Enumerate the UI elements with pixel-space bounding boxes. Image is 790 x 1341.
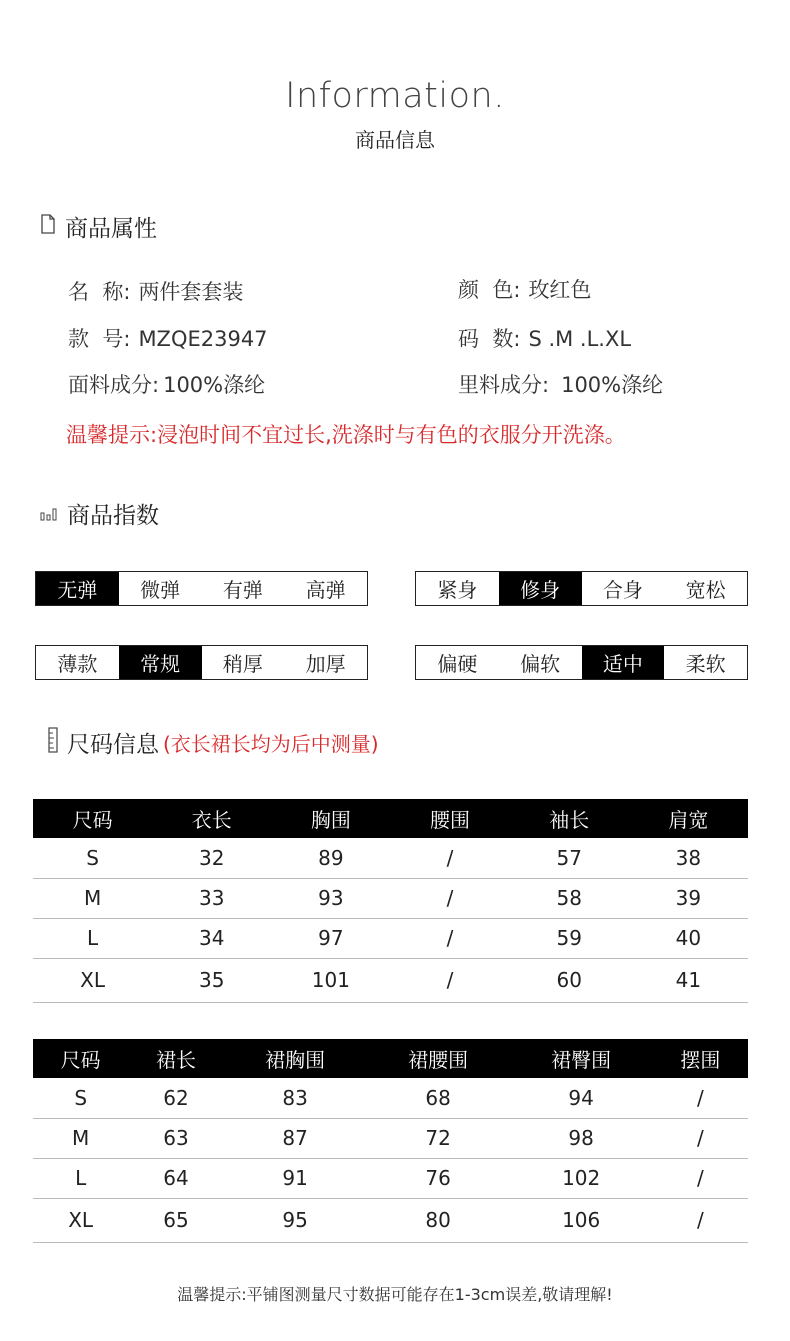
table-cell: M [33,1118,128,1158]
fit-option: 紧身 [437,578,478,602]
column-header: 袖长 [510,799,629,838]
attr-name: 名 称: 两件套套装 [68,280,244,304]
table-cell: / [653,1158,748,1198]
fit-option: 合身 [602,578,643,602]
table-row [33,878,748,918]
elasticity-option: 高弹 [305,578,346,602]
thickness-option: 薄款 [57,652,98,676]
table-cell: 35 [152,958,271,1002]
table-cell: M [33,878,152,918]
thickness-option: 常规 [119,646,202,679]
table-cell: 38 [629,838,748,878]
footer-note: 温馨提示:平铺图测量尺寸数据可能存在1-3cm误差,敬请理解! [177,1285,613,1304]
table-cell: 80 [367,1198,510,1242]
table-cell: XL [33,1198,128,1242]
table-cell: 41 [629,958,748,1002]
table-cell: XL [33,958,152,1002]
top-size-table [33,799,748,1003]
softness-scale [415,645,748,680]
table-row [33,1158,748,1198]
fit-option: 宽松 [685,578,726,602]
column-header: 裙胸围 [224,1039,367,1078]
softness-option: 适中 [582,646,665,679]
fit-scale [415,571,748,606]
table-cell: / [653,1118,748,1158]
document-icon [40,214,56,240]
attr-lining: 里料成分: 100%涤纶 [458,373,664,397]
index-heading [40,497,159,530]
thickness-option: 加厚 [305,652,346,676]
attributes-heading [40,210,157,243]
table-cell: 34 [152,918,271,958]
page-title-cn: 商品信息 [355,128,435,152]
elasticity-option: 微弹 [140,578,181,602]
table-row [33,958,748,1002]
table-cell: 76 [367,1158,510,1198]
fit-option: 修身 [499,572,582,605]
table-cell: 60 [510,958,629,1002]
size-heading-note: (衣长裙长均为后中测量) [163,732,379,756]
table-cell: 59 [510,918,629,958]
table-cell: 32 [152,838,271,878]
thickness-scale [35,645,368,680]
attr-color: 颜 色: 玫红色 [458,278,592,302]
table-cell: 57 [510,838,629,878]
table-cell: 94 [510,1078,653,1118]
attr-style-no: 款 号: MZQE23947 [68,327,268,351]
table-row [33,918,748,958]
table-cell: S [33,1078,128,1118]
index-heading-label: 商品指数 [67,503,159,529]
table-cell: 40 [629,918,748,958]
table-cell: / [390,958,509,1002]
table-row [33,1198,748,1242]
column-header: 肩宽 [629,799,748,838]
column-header: 腰围 [390,799,509,838]
table-cell: 39 [629,878,748,918]
softness-option: 偏硬 [437,652,478,676]
skirt-size-table [33,1039,748,1243]
table-cell: 101 [271,958,390,1002]
table-cell: L [33,1158,128,1198]
table-cell: 93 [271,878,390,918]
size-heading-label: 尺码信息 [67,732,159,758]
table-cell: 89 [271,838,390,878]
table-cell: / [390,838,509,878]
table-cell: / [390,878,509,918]
table-row [33,838,748,878]
softness-option: 偏软 [520,652,561,676]
table-cell: / [653,1078,748,1118]
table-cell: S [33,838,152,878]
column-header: 尺码 [33,1039,128,1078]
table-cell: 91 [224,1158,367,1198]
column-header: 摆围 [653,1039,748,1078]
softness-option: 柔软 [685,652,726,676]
size-heading [48,726,379,759]
thickness-option: 稍厚 [222,652,263,676]
attributes-heading-label: 商品属性 [65,216,157,242]
table-cell: 102 [510,1158,653,1198]
elasticity-option: 无弹 [36,572,119,605]
column-header: 裙长 [128,1039,223,1078]
bar-chart-icon [40,501,58,527]
table-cell: 106 [510,1198,653,1242]
page-title-en: Information. [285,76,505,116]
table-cell: 68 [367,1078,510,1118]
table-row [33,1118,748,1158]
column-header: 衣长 [152,799,271,838]
elasticity-scale [35,571,368,606]
table-header-row [33,799,748,838]
table-cell: / [653,1198,748,1242]
elasticity-option: 有弹 [222,578,263,602]
table-cell: 95 [224,1198,367,1242]
table-cell: L [33,918,152,958]
column-header: 胸围 [271,799,390,838]
table-cell: 33 [152,878,271,918]
table-cell: 58 [510,878,629,918]
column-header: 尺码 [33,799,152,838]
table-cell: 64 [128,1158,223,1198]
table-cell: 87 [224,1118,367,1158]
table-cell: 98 [510,1118,653,1158]
table-cell: 62 [128,1078,223,1118]
table-row [33,1078,748,1118]
table-cell: / [390,918,509,958]
table-cell: 97 [271,918,390,958]
attr-fabric: 面料成分: 100%涤纶 [68,373,266,397]
table-header-row [33,1039,748,1078]
column-header: 裙腰围 [367,1039,510,1078]
column-header: 裙臀围 [510,1039,653,1078]
table-cell: 63 [128,1118,223,1158]
ruler-icon [48,727,58,759]
care-warning: 温馨提示:浸泡时间不宜过长,洗涤时与有色的衣服分开洗涤。 [66,423,626,447]
attr-sizes: 码 数: S .M .L.XL [458,327,632,351]
table-cell: 72 [367,1118,510,1158]
table-cell: 65 [128,1198,223,1242]
table-cell: 83 [224,1078,367,1118]
